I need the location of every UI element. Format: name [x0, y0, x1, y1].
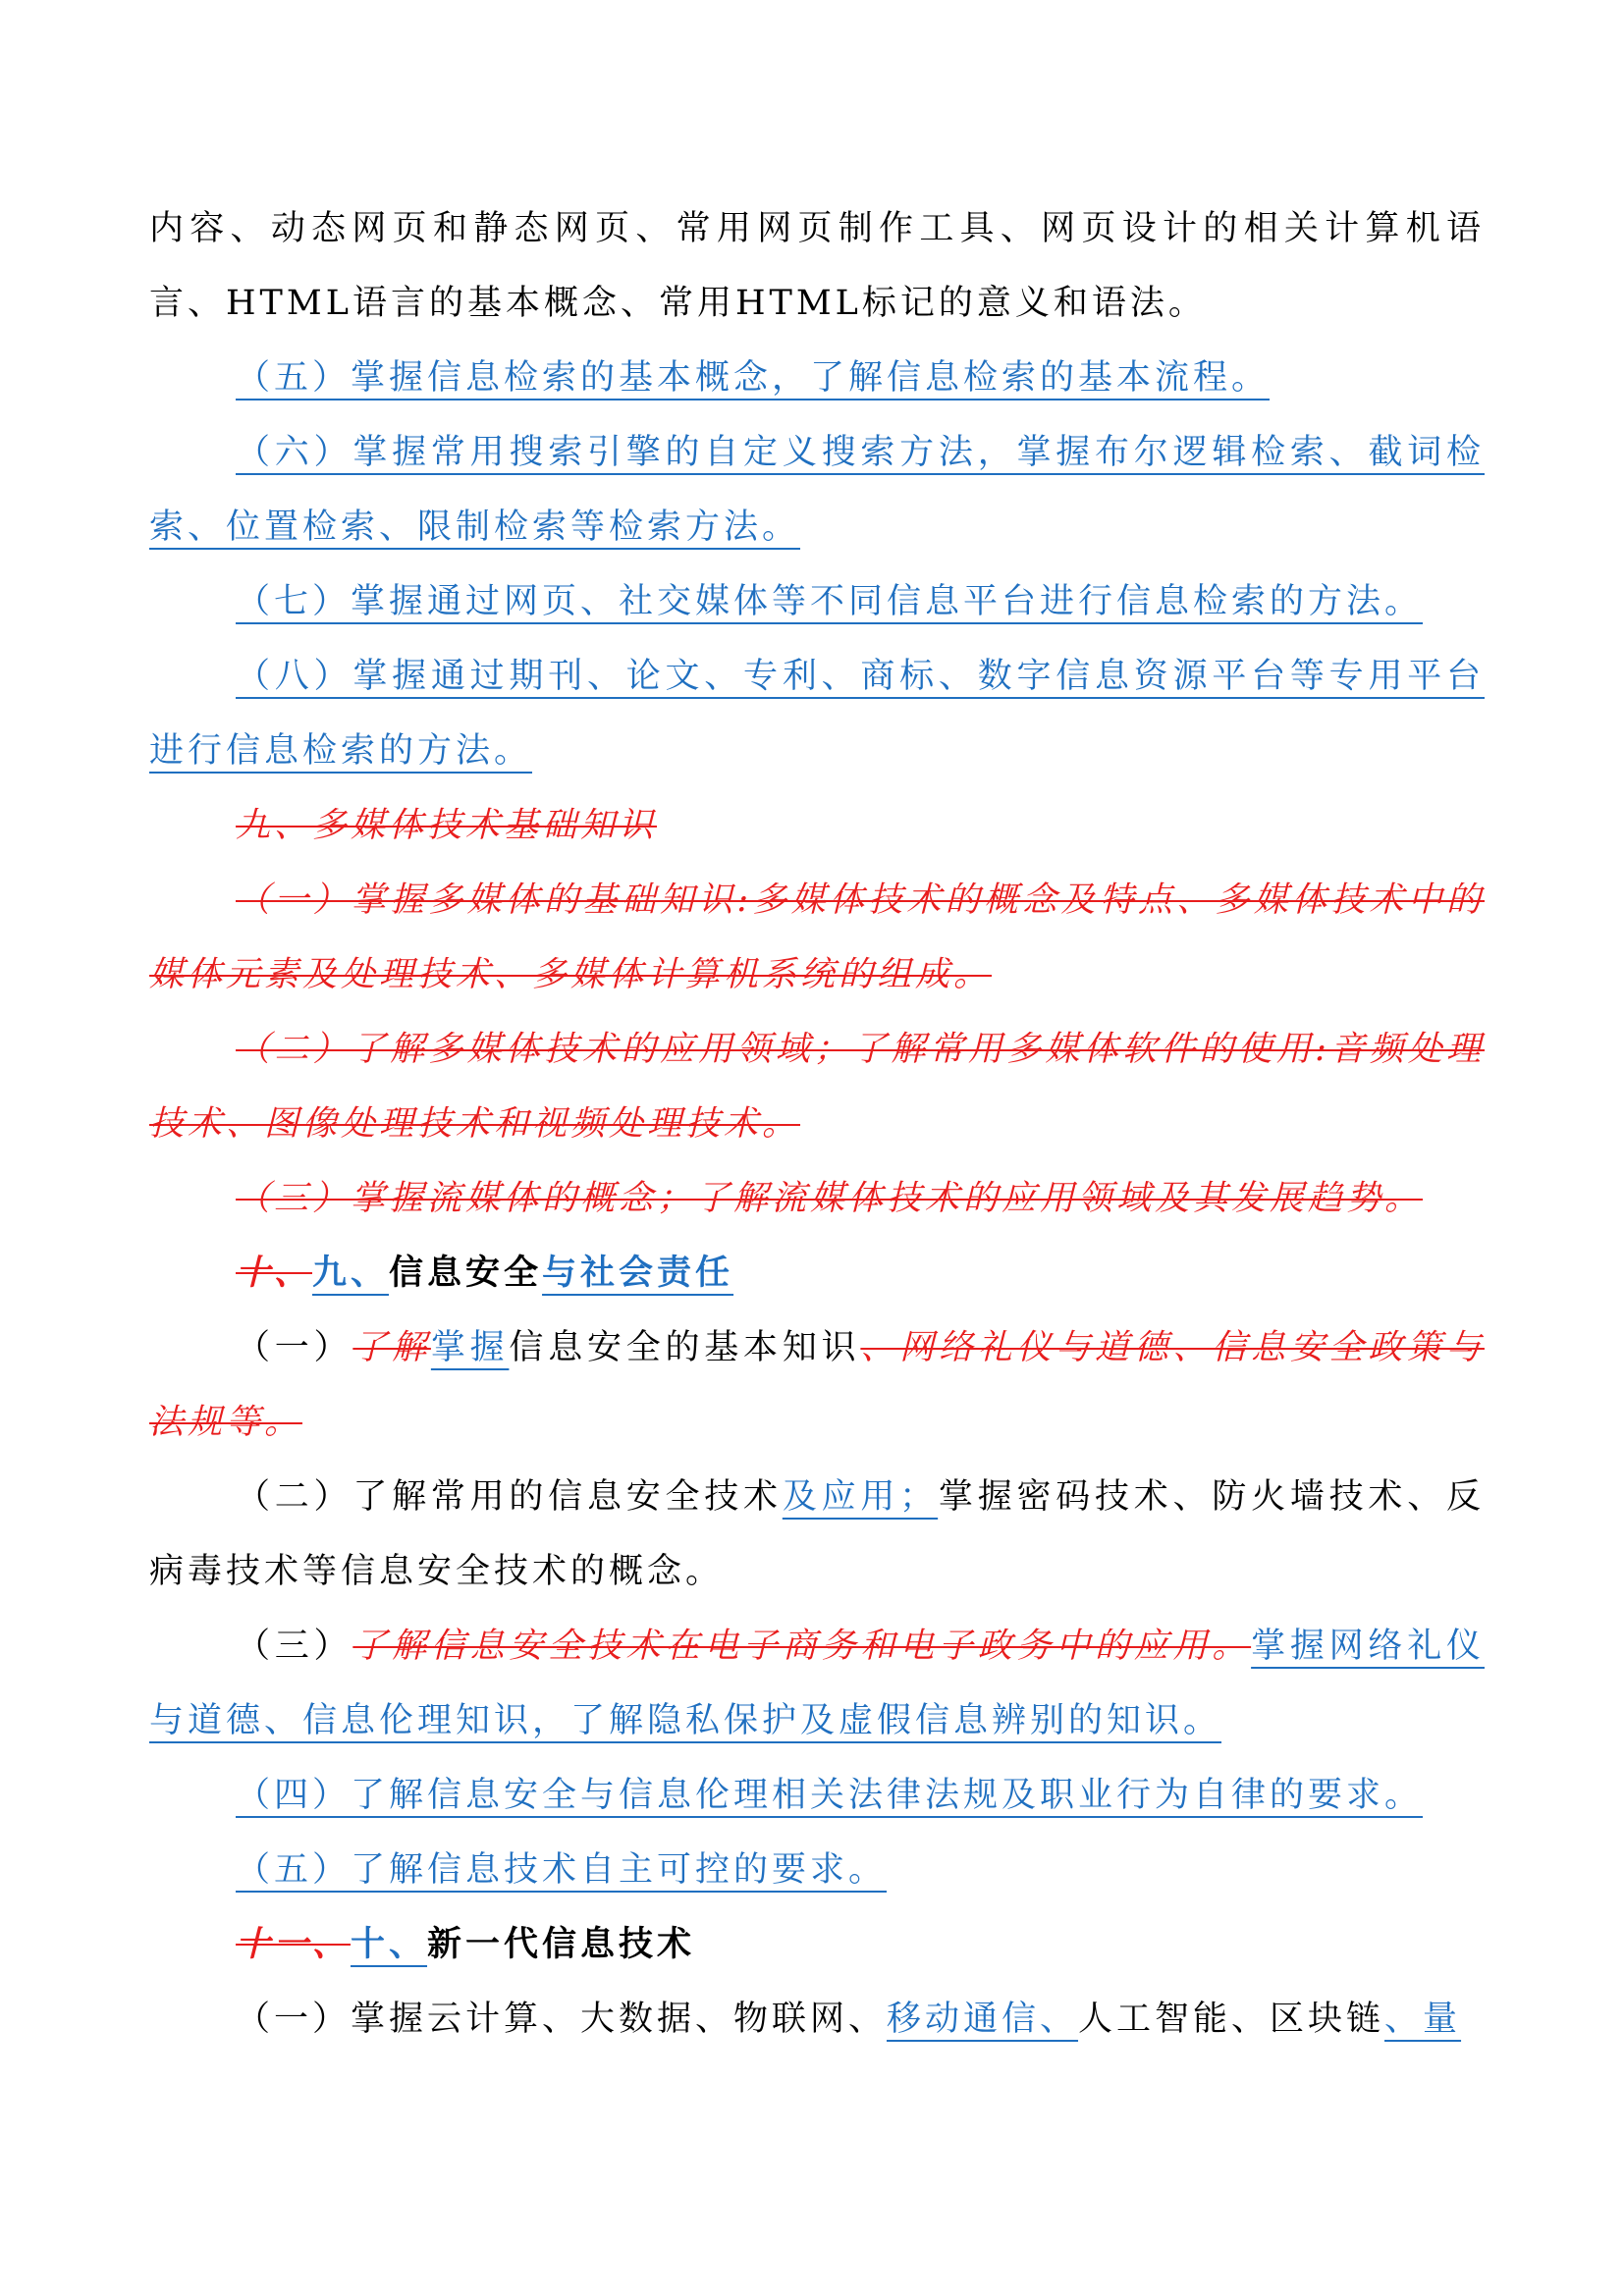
deleted-text: 了解信息安全技术在电子商务和电子政务中的应用。	[352, 1627, 1252, 1666]
paragraph	[149, 788, 1485, 863]
text-run: 新一代信息技术	[427, 1924, 696, 1964]
text-run: （二）了解常用的信息安全技术	[236, 1477, 783, 1517]
deleted-text: （一）掌握多媒体的基础知识:多媒体技术的概念及特点、多媒体技术中的媒体元素及处理技术、多媒体计算机系统的组成。	[149, 881, 1485, 994]
inserted-text: （五）了解信息技术自主可控的要求。	[236, 1850, 888, 1890]
text-run: （一）掌握云计算、大数据、物联网、	[236, 2000, 888, 2039]
inserted-text: 、量	[1384, 2000, 1462, 2039]
paragraph	[149, 1833, 1485, 1907]
deleted-text: 十、	[236, 1253, 313, 1293]
inserted-text: 掌握网络礼仪与道德、信息伦理知识，了解隐私保护及虚假信息辨别的知识。	[149, 1627, 1485, 1740]
paragraph	[149, 341, 1485, 415]
paragraph	[149, 1310, 1485, 1460]
inserted-text: （四）了解信息安全与信息伦理相关法律法规及职业行为自律的要求。	[236, 1776, 1424, 1815]
text-run: （三）	[236, 1627, 353, 1666]
deleted-text: （二）了解多媒体技术的应用领域；了解常用多媒体软件的使用:音频处理技术、图像处理技术和视频处理技术。	[149, 1030, 1485, 1144]
paragraph	[149, 1609, 1485, 1758]
paragraph	[149, 1758, 1485, 1833]
inserted-text: 掌握	[430, 1328, 510, 1367]
inserted-text: 移动通信、	[887, 2000, 1079, 2039]
paragraph	[149, 415, 1485, 564]
inserted-text: （六）掌握常用搜索引擎的自定义搜索方法，掌握布尔逻辑检索、截词检索、位置检索、限制检索等检索方法。	[149, 433, 1485, 547]
paragraph	[149, 639, 1485, 788]
inserted-text: 与社会责任	[542, 1253, 734, 1293]
deleted-text: 十一、	[236, 1924, 352, 1964]
paragraph	[149, 564, 1485, 639]
deleted-text: 了解	[352, 1328, 431, 1367]
deleted-text: 、网络礼仪与道德、信息安全政策与法规等。	[149, 1328, 1485, 1442]
paragraph	[149, 1460, 1485, 1609]
paragraph	[149, 1012, 1485, 1161]
deleted-text: （三）掌握流媒体的概念；了解流媒体技术的应用领域及其发展趋势。	[236, 1179, 1424, 1218]
inserted-text: （八）掌握通过期刊、论文、专利、商标、数字信息资源平台等专用平台进行信息检索的方法。	[149, 657, 1485, 771]
paragraph	[149, 191, 1485, 341]
inserted-text: （五）掌握信息检索的基本概念，了解信息检索的基本流程。	[236, 358, 1271, 398]
paragraph	[149, 863, 1485, 1012]
text-run: 掌握密码技术、防火墙技术、反病毒技术等信息安全技术的概念。	[149, 1477, 1485, 1591]
section-heading	[149, 1907, 1485, 1982]
paragraph	[149, 1161, 1485, 1236]
text-run: 人工智能、区块链	[1078, 2000, 1385, 2039]
inserted-text: 十、	[351, 1924, 428, 1964]
text-run: （一）	[236, 1328, 353, 1367]
document-page	[149, 191, 1485, 2056]
text-run: 信息安全的基本知识	[509, 1328, 861, 1367]
text-run: 内容、动态网页和静态网页、常用网页制作工具、网页设计的相关计算机语言、HTML语言的基本概念、常用HTML标记的意义和语法。	[149, 209, 1485, 323]
text-run: 信息安全	[389, 1253, 543, 1293]
section-heading	[149, 1236, 1485, 1310]
paragraph	[149, 1982, 1485, 2056]
inserted-text: 及应用；	[782, 1477, 939, 1517]
inserted-text: 九、	[312, 1253, 390, 1293]
inserted-text: （七）掌握通过网页、社交媒体等不同信息平台进行信息检索的方法。	[236, 582, 1424, 621]
deleted-text: 九、多媒体技术基础知识	[236, 806, 658, 845]
